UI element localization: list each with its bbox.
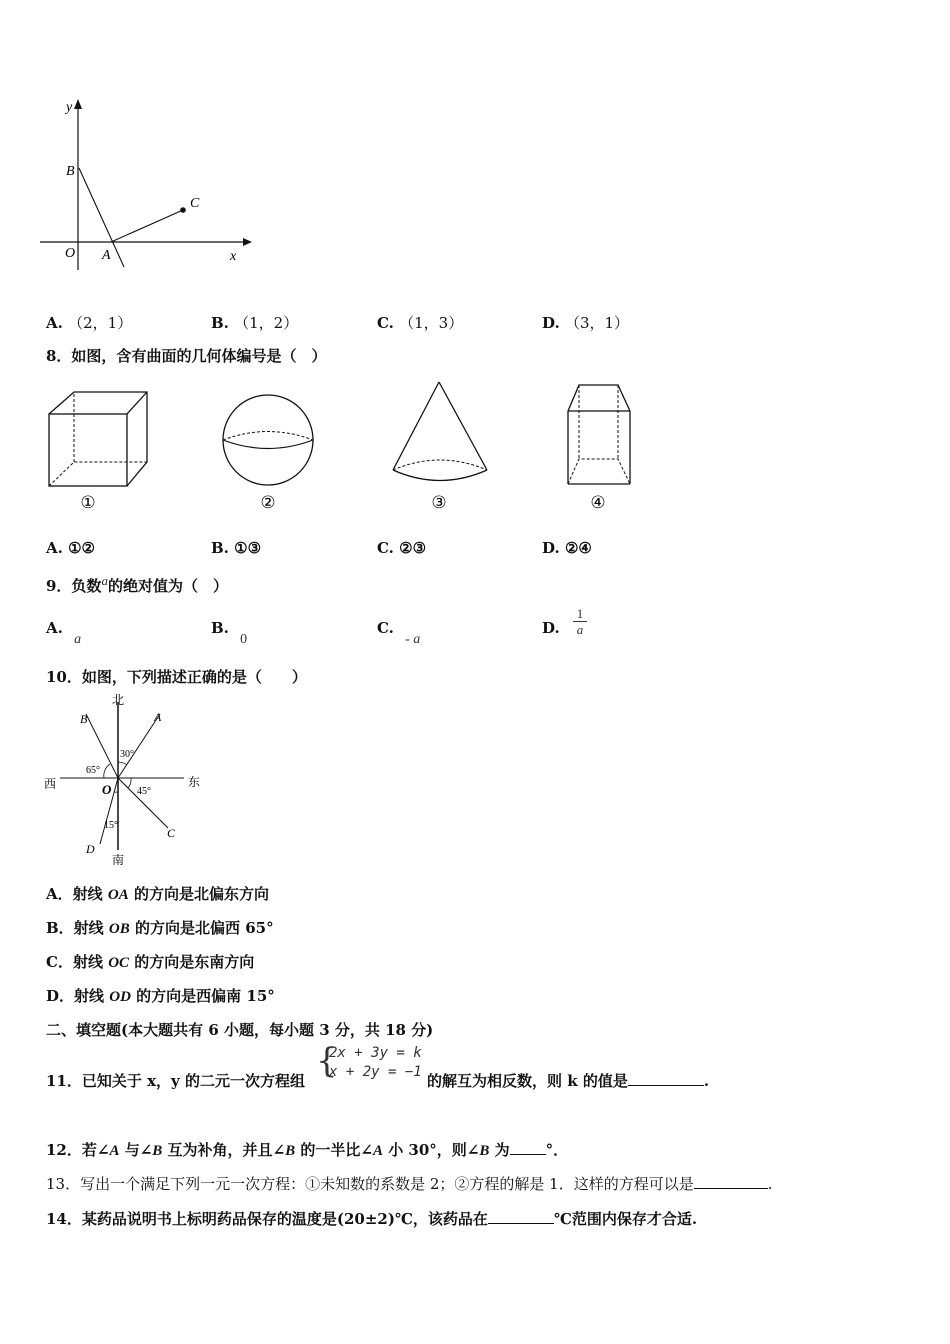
q9-option-d-fraction: 1 a [573,606,587,638]
q10-direction-figure [42,692,207,867]
q7-option-b[interactable]: B. （1，2） [211,314,299,332]
q10-stem: 10．如图，下列描述正确的是（ ） [46,668,307,686]
q11-stem-suffix: 的解互为相反数，则 k 的值是 . [427,1072,710,1090]
q10-angle-30: 30° [120,749,134,760]
q14-stem: 14．某药品说明书上标明药品保存的温度是(20±2)℃，该药品在 ℃范围内保存才合适. [46,1210,698,1228]
q8-prism-figure [563,381,638,513]
q12-stem: 12．若∠A 与∠B 互为补角，并且∠B 的一半比∠A 小 30°，则∠B 为 °． [46,1141,569,1159]
q11-stem-prefix: 11．已知关于 x，y 的二元一次方程组 [46,1072,305,1090]
q7-option-c[interactable]: C. （1，3） [377,314,464,332]
q11-equation-system [316,1041,422,1082]
q9-variable: a [101,573,108,588]
q13-answer-blank[interactable] [694,1174,768,1189]
q9-stem: 9．负数$^a$的绝对值为（ ） [46,573,228,595]
q10-ray-b-label: B [80,712,88,726]
q10-option-b[interactable]: B．射线 OB 的方向是北偏西 65° [46,919,274,937]
q7-point-a-label: A [102,248,111,263]
q10-option-d[interactable]: D．射线 OD 的方向是西偏南 15° [46,987,275,1005]
q7-point-b-label: B [66,164,75,179]
q9-option-c[interactable]: C. - a [377,619,421,647]
q10-option-a[interactable]: A．射线 OA 的方向是北偏东方向 [46,885,269,903]
q12-answer-blank[interactable] [510,1140,546,1155]
q10-north-label: 北 [112,693,125,707]
q8-option-b[interactable]: B. ①③ [211,539,262,557]
q8-cone-figure [388,378,493,513]
q9-option-b[interactable]: B. 0 [211,619,248,647]
q11-brace: { [316,1041,338,1081]
q10-origin-label: O [102,782,112,797]
q10-angle-65: 65° [86,765,100,776]
q11-equation-2: x + 2y = −1 [329,1064,422,1080]
q10-angle-45: 45° [137,786,151,797]
q10-ray-a-label: A [154,710,162,724]
q8-option-a[interactable]: A. ①② [46,539,96,557]
q10-south-label: 南 [112,853,125,867]
q10-west-label: 西 [44,777,57,791]
q8-label-2: ② [260,493,276,512]
q11-answer-blank[interactable] [628,1071,704,1086]
q8-label-4: ④ [590,493,606,512]
q14-answer-blank[interactable] [488,1209,554,1224]
q8-stem: 8．如图，含有曲面的几何体编号是（ ） [46,347,327,365]
q8-label-3: ③ [431,493,447,512]
q10-east-label: 东 [188,775,201,789]
q8-cube-figure [44,388,154,513]
q13-stem: 13．写出一个满足下列一元一次方程：①未知数的系数是 2；②方程的解是 1．这样的方程可以是 . [46,1175,773,1193]
q7-coordinate-figure [38,95,258,275]
q7-point-c-label: C [190,196,200,211]
q9-option-a[interactable]: A. a [46,619,82,647]
q10-ray-d-label: D [86,842,95,856]
section2-title: 二、填空题(本大题共有 6 小题，每小题 3 分，共 18 分) [46,1021,434,1039]
q7-origin-label: O [65,246,76,261]
q8-label-1: ① [80,493,96,512]
q7-x-label: x [230,249,237,264]
q10-angle-15: 15° [104,820,118,831]
q11-equation-1: 2x + 3y = k [329,1045,422,1061]
q7-option-d[interactable]: D. （3，1） [542,314,630,332]
q10-option-c[interactable]: C．射线 OC 的方向是东南方向 [46,953,255,971]
q8-sphere-figure [218,393,323,513]
q7-option-a[interactable]: A. （2，1） [46,314,133,332]
q9-option-d[interactable]: D. [542,619,560,637]
q10-ray-c-label: C [167,826,176,840]
q7-y-label: y [66,100,73,115]
q8-option-d[interactable]: D. ②④ [542,539,592,557]
q8-option-c[interactable]: C. ②③ [377,539,427,557]
